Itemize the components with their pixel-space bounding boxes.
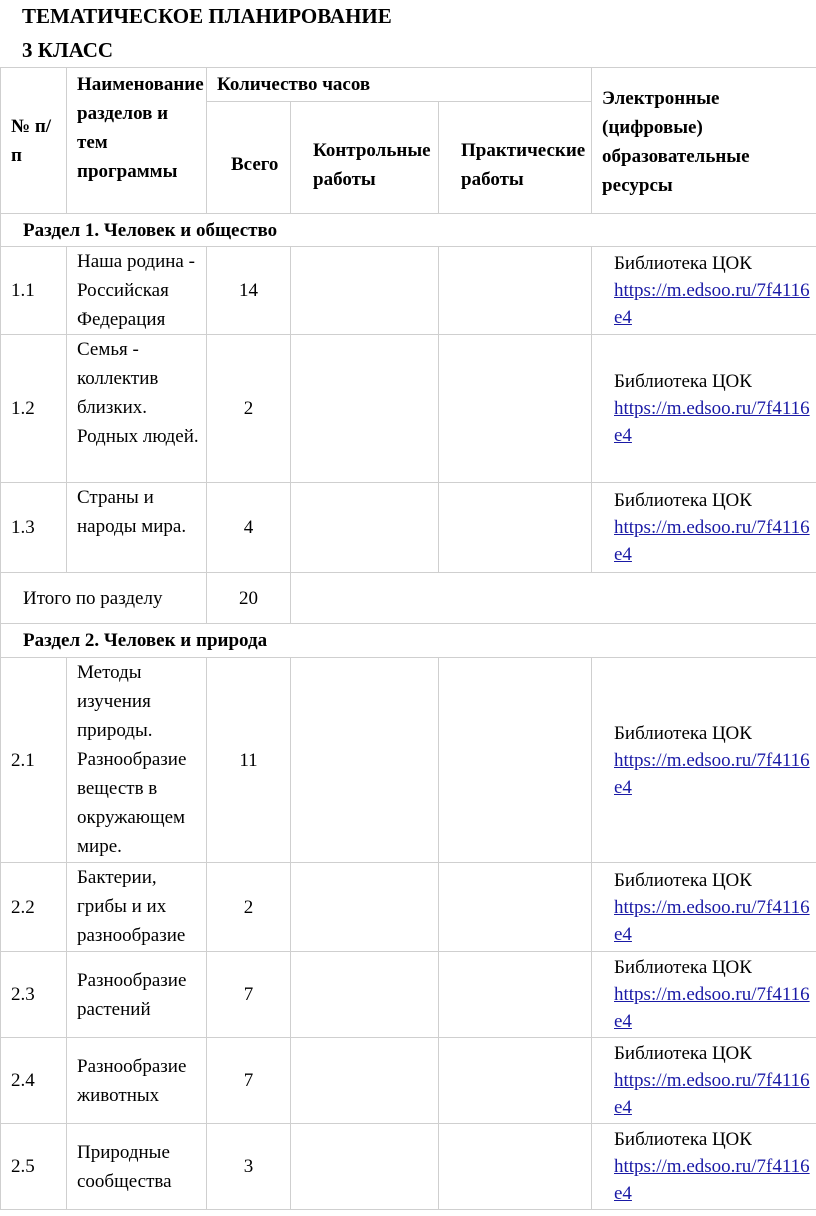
table-row [1,247,816,335]
resource-link[interactable]: https://m.edsoo.ru/7f4116e4 [614,1156,810,1204]
table-row [1,863,816,952]
row-num: 1.3 [1,483,67,573]
section-row [1,624,816,658]
header-num: № п/п [1,68,67,214]
header-total: Всего [207,102,291,214]
row-resource [592,1124,816,1210]
resource-link[interactable]: https://m.edsoo.ru/7f4116e4 [614,984,810,1032]
row-total: 14 [207,247,291,335]
row-num: 2.3 [1,952,67,1038]
header-control: Контрольные работы [291,102,439,214]
row-control [291,247,439,335]
row-total: 7 [207,1038,291,1124]
row-name: Семья - коллектив близких. Родных людей. [67,335,207,483]
page-title: ТЕМАТИЧЕСКОЕ ПЛАНИРОВАНИЕ [22,4,392,28]
row-practical [439,483,592,573]
row-name: Методы изучения природы. Разнообразие веществ в окружающем мире. [67,658,207,863]
resource-label: Библиотека ЦОК [614,1129,752,1150]
resource-link[interactable]: https://m.edsoo.ru/7f4116e4 [614,398,810,446]
resource-link[interactable]: https://m.edsoo.ru/7f4116e4 [614,749,810,798]
row-resource [592,335,816,483]
row-control [291,952,439,1038]
class-subtitle: 3 КЛАСС [22,38,114,62]
row-name: Наша родина - Российская Федерация [67,247,207,335]
row-num: 2.5 [1,1124,67,1210]
row-control [291,658,439,863]
table-row [1,952,816,1038]
resource-link[interactable]: https://m.edsoo.ru/7f4116e4 [614,1070,810,1118]
resource-label: Библиотека ЦОК [614,957,752,978]
row-control [291,863,439,952]
row-control [291,1124,439,1210]
subtotal-empty [291,573,816,624]
table-row [1,1124,816,1210]
resource-label: Библиотека ЦОК [614,253,752,274]
row-num: 2.1 [1,658,67,863]
row-num: 1.1 [1,247,67,335]
resource-label: Библиотека ЦОК [614,869,752,891]
resource-link[interactable]: https://m.edsoo.ru/7f4116e4 [614,517,810,565]
row-name: Страны и народы мира. [67,483,207,573]
resource-label: Библиотека ЦОК [614,1043,752,1064]
table-row [1,658,816,863]
row-resource [592,952,816,1038]
header-row [1,68,816,102]
section-title: Раздел 1. Человек и общество [1,214,816,247]
row-name: Разнообразие животных [67,1038,207,1124]
row-practical [439,863,592,952]
resource-label: Библиотека ЦОК [614,490,752,511]
section-title: Раздел 2. Человек и природа [1,624,816,658]
row-total: 2 [207,335,291,483]
row-name: Бактерии, грибы и их разнообразие [67,863,207,952]
row-num: 2.2 [1,863,67,952]
subtotal-label: Итого по разделу [1,573,207,624]
resource-label: Библиотека ЦОК [614,371,752,392]
row-practical [439,247,592,335]
resource-label: Библиотека ЦОК [614,722,752,744]
row-total: 2 [207,863,291,952]
row-control [291,335,439,483]
header-hours: Количество часов [207,68,592,102]
row-practical [439,952,592,1038]
row-total: 7 [207,952,291,1038]
thematic-plan-table [0,67,816,1210]
row-practical [439,1124,592,1210]
section-row [1,214,816,247]
subtotal-value: 20 [207,573,291,624]
header-practical: Практические работы [439,102,592,214]
row-resource [592,658,816,863]
row-num: 1.2 [1,335,67,483]
row-practical [439,658,592,863]
header-resources: Электронные (цифровые) образовательные ресурсы [592,68,816,214]
row-practical [439,1038,592,1124]
row-total: 4 [207,483,291,573]
row-resource [592,483,816,573]
row-resource [592,1038,816,1124]
row-practical [439,335,592,483]
table-row [1,335,816,483]
resource-link[interactable]: https://m.edsoo.ru/7f4116e4 [614,280,810,328]
table-row [1,1038,816,1124]
row-resource [592,863,816,952]
row-control [291,1038,439,1124]
resource-link[interactable]: https://m.edsoo.ru/7f4116e4 [614,896,810,945]
row-total: 3 [207,1124,291,1210]
row-total: 11 [207,658,291,863]
table-row [1,483,816,573]
row-name: Разнообразие растений [67,952,207,1038]
subtotal-row [1,573,816,624]
row-resource [592,247,816,335]
header-name: Наименование разделов и тем программы [67,68,207,214]
row-num: 2.4 [1,1038,67,1124]
row-name: Природные сообщества [67,1124,207,1210]
row-control [291,483,439,573]
